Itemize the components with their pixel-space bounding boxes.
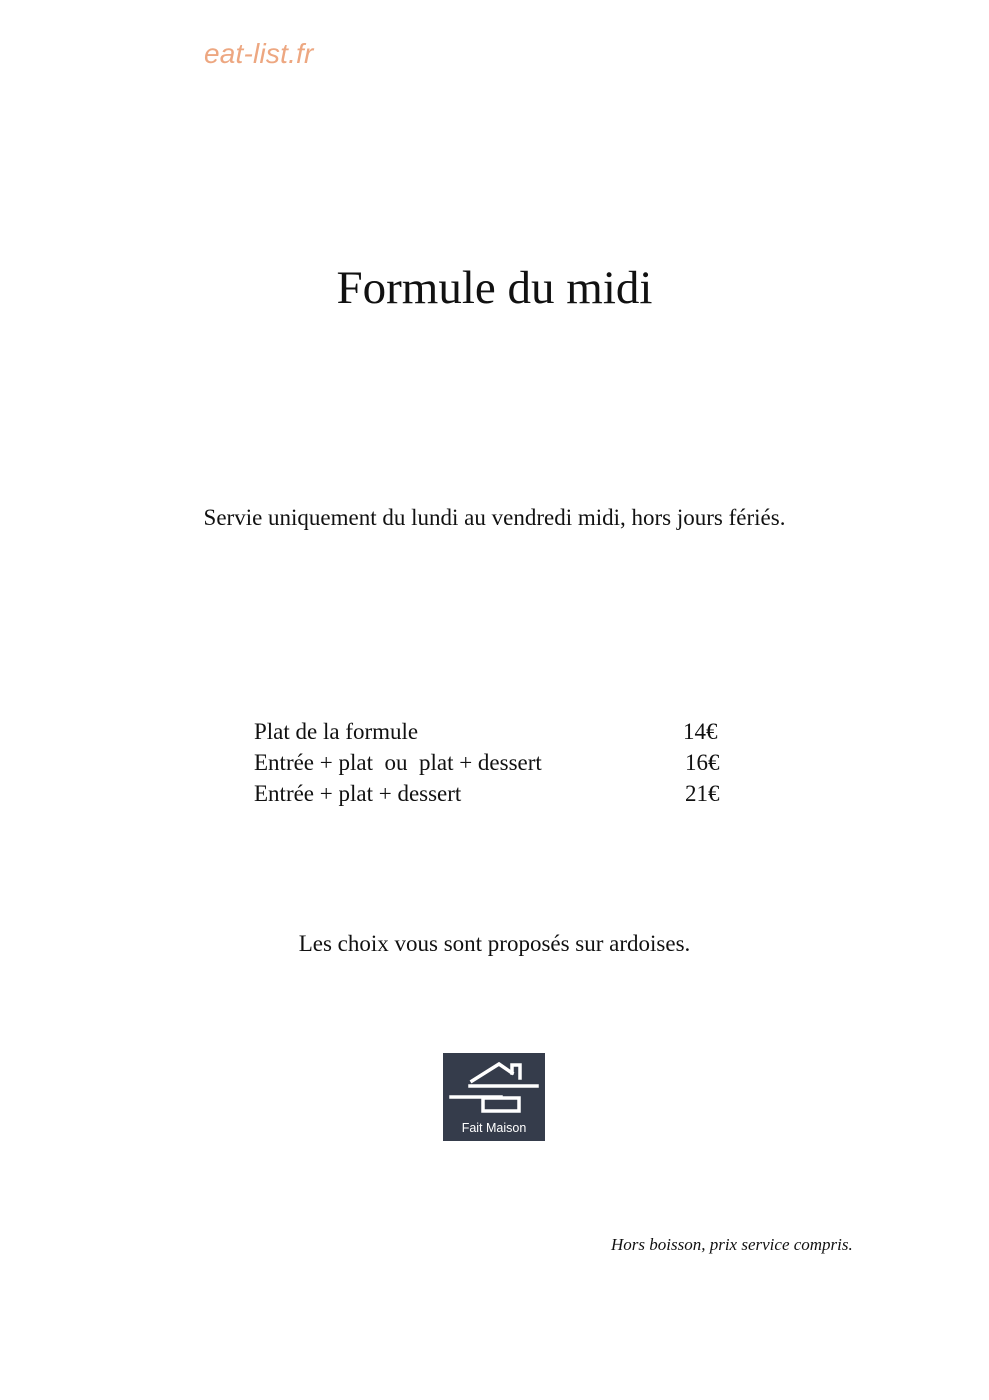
watermark: eat-list.fr: [204, 38, 314, 69]
choices-note: Les choix vous sont proposés sur ardoises.: [298, 931, 691, 956]
formula-label: Entrée + plat + dessert: [254, 781, 462, 806]
formula-row: [254, 778, 734, 809]
formula-price: 16€: [685, 750, 720, 775]
formula-label: Entrée + plat ou plat + dessert: [254, 750, 542, 775]
fait-maison-logo: [443, 1053, 545, 1141]
logo-label: Fait Maison: [461, 1121, 527, 1135]
service-hours-text: Servie uniquement du lundi au vendredi midi, hors jours fériés.: [203, 505, 786, 530]
formula-row: [254, 747, 734, 778]
formula-price: 14€: [683, 719, 718, 744]
formula-price-list: [254, 716, 734, 809]
page-title: Formule du midi: [336, 262, 653, 314]
house-icon: [443, 1053, 545, 1123]
formula-row: [254, 716, 734, 747]
formula-price: 21€: [685, 781, 720, 806]
formula-label: Plat de la formule: [254, 719, 419, 744]
footer-note: Hors boisson, prix service compris.: [611, 1235, 853, 1254]
